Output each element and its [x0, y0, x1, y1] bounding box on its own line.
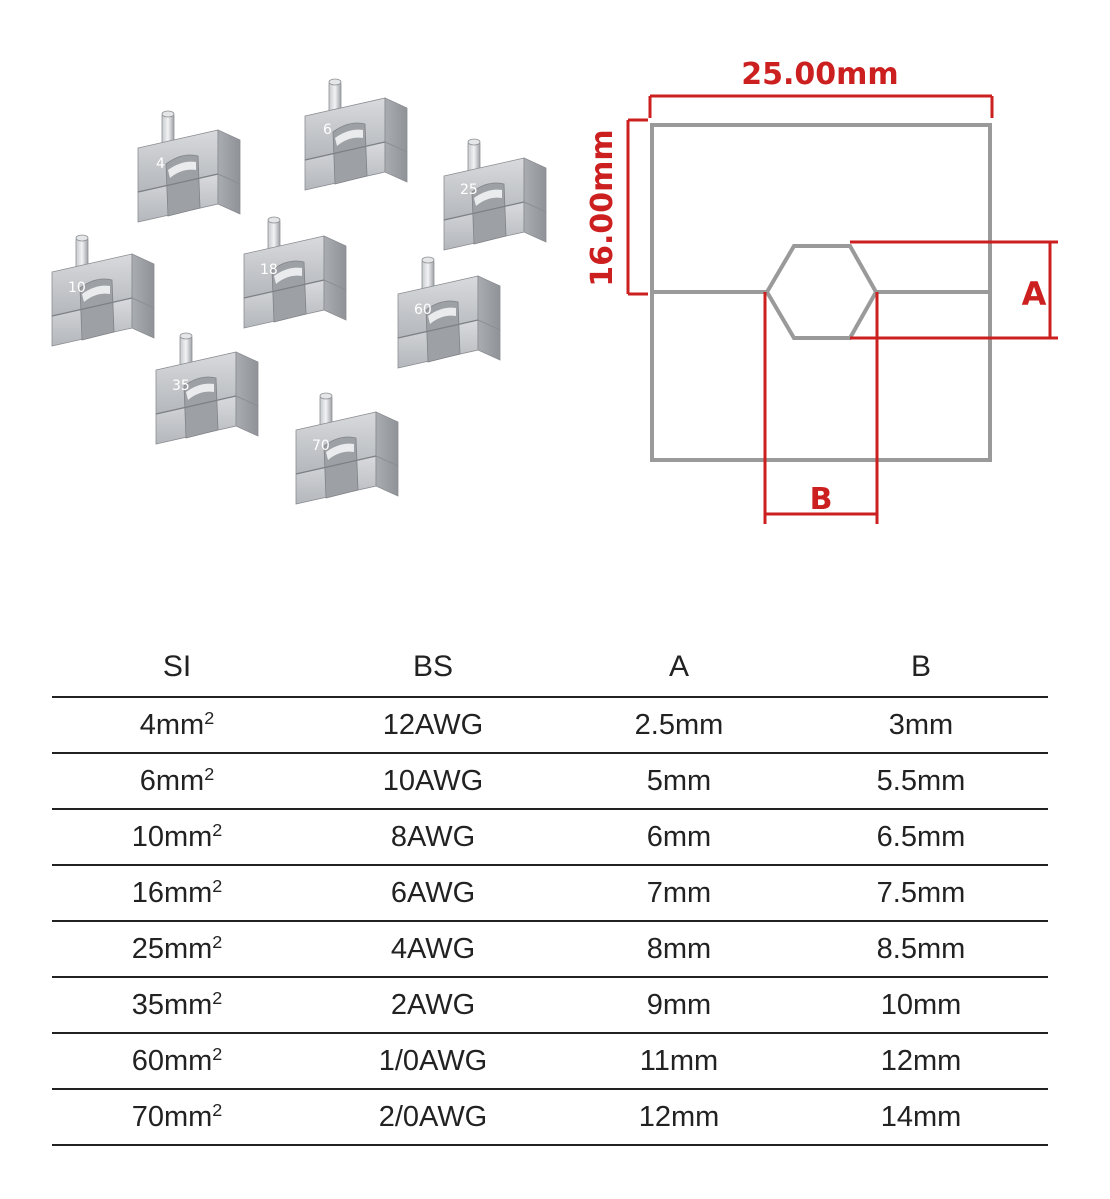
- cell-bs: 12AWG: [302, 697, 564, 753]
- cell-si: $60mm^2$: [52, 1033, 302, 1089]
- table-row: [52, 1089, 1048, 1145]
- header-bs: BS: [302, 638, 564, 697]
- cell-b: 3mm: [794, 697, 1048, 753]
- die-label-4: 4: [156, 156, 165, 172]
- b-label: B: [809, 482, 833, 517]
- header-b: B: [794, 638, 1048, 697]
- die-label-35: 35: [172, 378, 190, 394]
- die-label-60: 60: [414, 302, 432, 318]
- cell-bs: 8AWG: [302, 809, 564, 865]
- cell-si: $16mm^2$: [52, 865, 302, 921]
- header-a: A: [564, 638, 794, 697]
- cell-bs: 6AWG: [302, 865, 564, 921]
- crimp-dies-illustration: [0, 0, 560, 560]
- cell-si: $4mm^2$: [52, 697, 302, 753]
- cell-b: 14mm: [794, 1089, 1048, 1145]
- cell-b: 8.5mm: [794, 921, 1048, 977]
- die-label-70: 70: [312, 438, 330, 454]
- spec-table: [52, 638, 1048, 1146]
- cell-a: 6mm: [564, 809, 794, 865]
- cell-bs: 1/0AWG: [302, 1033, 564, 1089]
- width-label: 25.00mm: [741, 57, 899, 92]
- cell-a: 12mm: [564, 1089, 794, 1145]
- width-dimension: [650, 96, 992, 118]
- table-row: [52, 697, 1048, 753]
- die-label-18: 18: [260, 262, 278, 278]
- table-row: [52, 809, 1048, 865]
- table-row: [52, 1033, 1048, 1089]
- cell-b: 10mm: [794, 977, 1048, 1033]
- cell-bs: 4AWG: [302, 921, 564, 977]
- cell-si: $6mm^2$: [52, 753, 302, 809]
- cell-b: 6.5mm: [794, 809, 1048, 865]
- cell-a: 11mm: [564, 1033, 794, 1089]
- height-dimension: [628, 120, 648, 294]
- cell-si: $70mm^2$: [52, 1089, 302, 1145]
- height-label: 16.00mm: [585, 129, 620, 287]
- table-row: [52, 865, 1048, 921]
- die-label-6: 6: [323, 122, 332, 138]
- cell-a: 8mm: [564, 921, 794, 977]
- cell-si: $25mm^2$: [52, 921, 302, 977]
- cell-a: 5mm: [564, 753, 794, 809]
- cell-a: 9mm: [564, 977, 794, 1033]
- die-label-10: 10: [68, 280, 86, 296]
- table-row: [52, 977, 1048, 1033]
- cell-si: $10mm^2$: [52, 809, 302, 865]
- cell-bs: 2AWG: [302, 977, 564, 1033]
- table-header-row: [52, 638, 1048, 697]
- cell-a: 7mm: [564, 865, 794, 921]
- table-row: [52, 753, 1048, 809]
- cell-b: 5.5mm: [794, 753, 1048, 809]
- hexagon-cavity: [767, 246, 876, 338]
- cell-a: 2.5mm: [564, 697, 794, 753]
- cell-bs: 2/0AWG: [302, 1089, 564, 1145]
- header-si: SI: [52, 638, 302, 697]
- table-row: [52, 921, 1048, 977]
- cell-b: 7.5mm: [794, 865, 1048, 921]
- a-label: A: [1021, 275, 1047, 313]
- cell-bs: 10AWG: [302, 753, 564, 809]
- die-dimension-diagram: [570, 40, 1090, 540]
- cell-b: 12mm: [794, 1033, 1048, 1089]
- die-label-25: 25: [460, 182, 478, 198]
- cell-si: $35mm^2$: [52, 977, 302, 1033]
